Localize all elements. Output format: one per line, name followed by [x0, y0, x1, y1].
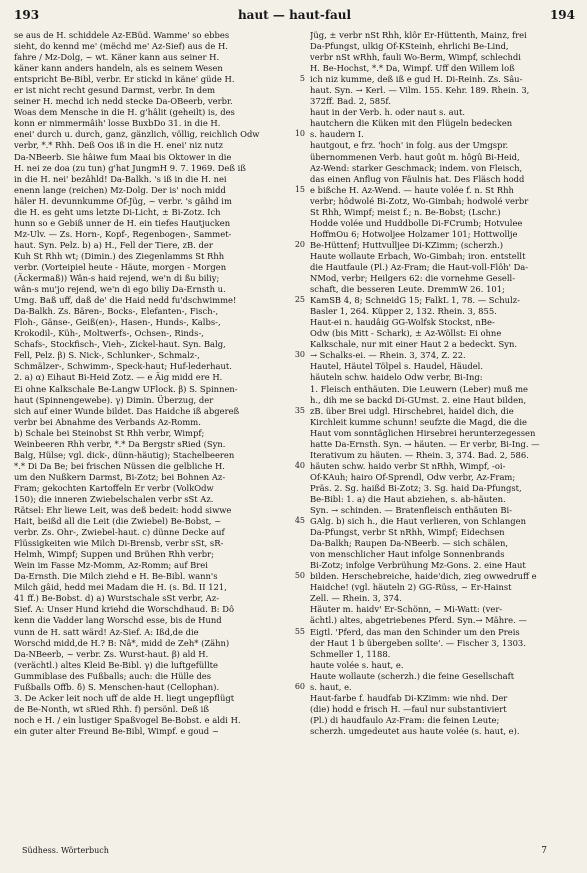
text-line: 372ff. Bad. 2, 585f. [310, 96, 391, 107]
running-head: haut — haut-faul [237, 8, 352, 22]
left-page-number: 193 [14, 8, 40, 22]
text-line: Milch gâid, hedd mei Madam die H. (s. Bd. II 121, [14, 582, 227, 593]
text-line: Haut-ei n. haudâig GG-Wolfsk Stockst, nBe- [310, 317, 495, 328]
text-line: hunn so e Gebiß unner de H. ein tiefes Hautjucken [14, 217, 231, 228]
text-line: Haut-farbe f. haudfab Di-KZimm: wie nhd. Der [310, 692, 508, 703]
text-line: H. nei ze doa (zu tun) g'hat JungmH 9. 7. 1969. Deß iß [14, 162, 246, 173]
text-line: Jüg, ± verbr nSt Rhh, klôr Er-Hüttenth, Mainz, frei [310, 30, 527, 40]
text-line: Fußballs Offb. δ) S. Menschen-haut (Cellophan). [14, 681, 220, 692]
text-line: Da-Pfungst, verbr St nRhh, Wimpf; Eidechsen [310, 527, 505, 538]
text-line: käner kann anders handeln, als es seinem Wesen [14, 63, 223, 74]
text-line: Rätsel: Ehr liewe Leit, was deß bedeit: hodd siwwe [14, 505, 232, 516]
text-line: er ist nicht recht gesund Darmst, verbr. In dem [14, 85, 216, 96]
text-line: Schafs-, Stockfisch-, Vieh-, Zickel-haut. Syn. Balg, [14, 339, 226, 350]
text-line: häuteln schw. haidelo Odw verbr, Bi-Ing: [310, 372, 483, 383]
text-line: scherzh. umgedeutet aus haute volée (s. haut, e). [310, 725, 520, 736]
line-number: 20 [294, 239, 305, 249]
line-number: 55 [294, 626, 305, 636]
text-line: Of-KAuh; hairo Of-Sprendl, Odw verbr, Az-Fram; [310, 471, 516, 482]
left-column [14, 30, 280, 840]
text-line: b) Schale bei Steinobst St Rhh verbr, Wimpf; [14, 427, 205, 438]
text-line: Haute wollaute (scherzh.) die feine Gesellschaft [310, 670, 515, 681]
text-line: *.* Di Da Be; bei frischen Nüssen die gelbliche H. [14, 460, 225, 471]
text-line: Da-NBeerb. Sie hâiwe fum Maai bis Oktower in die [14, 151, 232, 162]
text-line: ein guter alter Freund Be-Bibl, Wimpf. e goud ~ [14, 725, 219, 736]
text-line: hatte Da-Ernsth. Syn. → häuten. — Er verbr, Bi-Ing. — [310, 438, 540, 449]
text-line: Weinbeeren Rhh verbr, *.* Da Bergstr sRied (Syn. [14, 438, 226, 449]
text-line: Az-Wend: starker Geschmack; indem. von Fleisch, [310, 162, 523, 173]
text-line: se aus de H. schiddele Az-EBüd. Wamme' so ebbes [14, 30, 230, 40]
text-line: Präs. 2. Sg. haißd Bi-Zotz; 3. Sg. haid Da-Pfungst, [310, 482, 522, 493]
text-line: s. haudern I. [310, 129, 364, 140]
text-line: Häuter m. haidv' Er-Schönn, ~ Mi-Watt: (ver- [310, 604, 503, 615]
text-line: Kirchleit kumme schunn! seufzte die Magd, die die [310, 416, 527, 427]
text-line: Schmälzer-, Schwimm-, Speck-haut; Huf-lederhaut. [14, 361, 232, 372]
text-line: Da-NBeerb, ~ verbr. Zs. Wurst-haut. β) ald H. [14, 648, 209, 659]
text-line: sieht, do kennd me' (mëchd me' Az-Sief) aus de H. [14, 41, 228, 52]
text-line: Syn. → schinden. — Bratenfleisch enthäuten Bi- [310, 505, 513, 516]
text-line: fahre / Mz-Dolg, ~ wt. Käner kann aus seiner H. [14, 52, 220, 63]
line-number: 30 [294, 350, 305, 360]
text-line: verbr. (Vorteipiel heute - Häute, morgen - Morgen [14, 261, 227, 272]
text-line: 3. De Acker leit noch uff de alde H. liegt ungepflügt [14, 692, 235, 703]
text-line: schaft, die besseren Leute. DremmW 26. 101; [310, 284, 505, 295]
text-line: Da-Pfungst, ulkig Of-KSteinh, ehrlichi Be-Lind, [310, 41, 509, 52]
text-line: um den Nußkern Darmst, Bi-Zotz; bei Bohnen Az- [14, 471, 226, 482]
text-line: KamSB 4, 8; SchneidG 15; FalkL 1, 78. — Schulz- [310, 295, 520, 306]
text-line: haut. Syn. → Kerl. — Vilm. 155. Kehr. 189. Rhein. 3, [310, 85, 530, 96]
text-line: Haute wollaute Erbach, Wo-Gimbah; iron. entstellt [310, 250, 526, 261]
text-line: Worschd midd,de H.? B: Nâ*, midd de Zeh* (Zähn) [14, 637, 230, 648]
text-line: Krokodil-, Küh-, Moltwerfs-, Ochsen-, Rinds-, [14, 328, 204, 339]
text-line: haut (Spinnengewebe). γ) Dimin. Überzug, der [14, 394, 214, 405]
text-line: sich auf einer Wunde bildet. Das Haidche iß abgereß [14, 405, 240, 416]
text-line: h., dih me se backd Di-GUmst. 2. eine Haut bilden, [310, 394, 527, 405]
text-line: in die H. nei' bezâhld! Da-Balkh. 's iß in die H. nei [14, 173, 227, 184]
text-line: 150); die inneren Zwiebelschalen verbr sSt Az. [14, 493, 214, 504]
text-line: übernommenen Verb. haut goût m. hôgû Bi-Heid, [310, 151, 520, 162]
text-line: Haut vom sonntäglichen Hirsebrei herunterzegessen [310, 427, 536, 438]
text-line: St Rhh, Wimpf; meist f.; n. Be-Bobst; (Lschr.) [310, 206, 501, 217]
text-line: enenn lange (reichen) Mz-Dolg. Der is' noch midd [14, 184, 226, 195]
text-line: seiner H. mechd ich nedd stecke Da-OBeerb, verbr. [14, 96, 233, 107]
text-line: wân-s mu'jo rejend, we'n di ego biliy Da-Ernsth u. [14, 284, 226, 295]
text-line: bilden. Herschebreiche, haide'dich, zieg owwedruff e [310, 571, 537, 582]
text-line: Da-Balkh; Raupen Da-NBeerb. — sich schälen, [310, 538, 509, 549]
line-number: 35 [294, 405, 305, 415]
page-header [14, 8, 575, 26]
text-line: Woas dem Mensche in die H. g'hâlit (geheilt) is, des [14, 107, 235, 118]
text-line: haut. Syn. Pelz. b) a) H., Fell der Tiere, zB. der [14, 239, 213, 250]
text-line: verbr nSt wRhh, fauli Wo-Berm, Wimpf, schlechdi [310, 52, 521, 63]
text-line: Wein im Fasse Mz-Momm, Az-Romm; auf Brei [14, 560, 208, 571]
text-line: verbr; hôdwolé Bi-Zotz, Wo-Gimbah; hodwolé verbr [310, 195, 529, 206]
text-line: GAlg. b) sich h., die Haut verlieren, von Schlangen [310, 516, 526, 527]
line-number-gutter [287, 30, 307, 840]
text-line: Mz-Ulv. — Zs. Horn-, Kopf-, Regenbogen-, Sammet- [14, 228, 232, 239]
text-line: noch e H. / ein lustiger Spaßvogel Be-Bobst. e aldi H. [14, 714, 241, 725]
page-footer [14, 846, 575, 862]
text-line: s. haut, e. [310, 681, 352, 692]
text-line: haut in der Verb. h. oder naut s. aut. [310, 107, 466, 118]
text-line: Sief. A: Unser Hund kriehd die Worschdhaud. B: Dô [14, 604, 234, 615]
text-line: Flüssigkeiten wie Milch Di-Brensb, verbr sSt, sR- [14, 538, 224, 549]
text-line: Umg. Baß uff, daß de' die Haid nedd fu'dschwimme! [14, 295, 237, 306]
line-number: 25 [294, 295, 305, 305]
text-line: Be-Bibl: 1. a) die Haut abziehen, s. ab-häuten. [310, 493, 506, 504]
text-line: verbr bei Abnahme des Verbands Az-Romm. [14, 416, 201, 427]
text-line: Hautel, Häutel Tölpel s. Haudel, Häudel. [310, 361, 483, 372]
line-number: 5 [299, 74, 305, 84]
text-line: Kuh St Rhh wt; (Dimin.) des Ziegenlamms St Rhh [14, 250, 225, 261]
text-line: Schmeller 1, 1188. [310, 648, 391, 659]
text-line: die H. es geht ums letzte Di-Licht, ± Bi-Zotz. Ich [14, 206, 221, 217]
text-line: (Pl.) di haudfaulo Az-Fram: die feinen Leute; [310, 714, 500, 725]
text-line: Bi-Zotz; infolge Verbrühung Mz-Gons. 2. eine Haut [310, 560, 526, 571]
text-line: ächtl.) altes, abgetriebenes Pferd. Syn.→ Mähre. — [310, 615, 527, 626]
text-line: Basler 1, 264. Küpper 2, 132. Rhein. 3, 855. [310, 306, 497, 317]
text-line: ich niz kumme, deß iß e gud H. Di-Reinh. Zs. Sâu- [310, 74, 523, 85]
text-line: 1. Fleisch enthäuten. Die Leuwern (Leber) muß me [310, 383, 528, 394]
text-line: konn er nimmermâih' losse BuxbDo 31. in die H. [14, 118, 221, 129]
text-line: von menschlicher Haut infolge Sonnenbrands [310, 549, 505, 560]
text-line: enei' durch u. durch, ganz, gänzlich, völlig, reichlich Odw [14, 129, 260, 140]
line-number: 40 [294, 460, 305, 470]
footer-signature: 7 [541, 846, 547, 856]
text-line: vunn de H. satt wärd! Az-Sief. A: Ißd,de die [14, 626, 199, 637]
text-line: H. Be-Hochst, *.* Da, Wimpf. Uff den Willem loß [310, 63, 515, 74]
text-line: Zell. — Rhein. 3, 374. [310, 593, 402, 604]
text-line: Floh-, Gänse-, Geiß(en)-, Hasen-, Hunds-, Kalbs-, [14, 317, 221, 328]
text-line: entspricht Be-Bibl, verbr. Er stickd in käne' güde H. [14, 74, 235, 85]
text-line: Kalkschale, nur mit einer Haut 2 a bedeckt. Syn. [310, 339, 518, 350]
text-line: die Hautfaule (Pl.) Az-Fram; die Haut-voll-Flôh' Da- [310, 261, 529, 272]
text-line: der Haut 1 b übergeben sollte'. — Fischer 3, 1303. [310, 637, 526, 648]
text-line: Hait, beißd all die Leit (die Zwiebel) Be-Bobst, ~ [14, 516, 222, 527]
text-line: verbr, *.* Rhh. Deß Oos iß in die H. enei' niz nutz [14, 140, 223, 151]
text-line: e bißche H. Az-Wend. — haute volée f. n. St Rhh [310, 184, 514, 195]
text-line: Fram; gekochten Kartoffeln Er verbr (VolkOdw [14, 482, 214, 493]
line-number: 60 [294, 681, 305, 691]
text-line: verbr. Zs. Ohr-, Zwiebel-haut. c) dünne Decke auf [14, 527, 225, 538]
text-line: → Schalks-ei. — Rhein. 3, 374, Z. 22. [310, 350, 466, 361]
text-line: Da-Balkh. Zs. Bären-, Bocks-, Elefanten-, Fisch-, [14, 306, 219, 317]
text-line: de Be-Nonth, wt sRied Rhh. f) persönl. Deß iß [14, 703, 209, 714]
text-line: (Äckermaß)) Wân-s haid rejend, we'n di ßu biliy; [14, 273, 220, 284]
text-line: häuten schw. haido verbr St nRhh, Wimpf, -oi- [310, 460, 506, 471]
text-line: Eigtl. 'Pferd, das man den Schinder um den Preis [310, 626, 520, 637]
text-line: Gummiblase des Fußballs; auch: die Hülle des [14, 670, 212, 681]
text-line: haute volée s. haut, e. [310, 659, 404, 670]
text-line: Fell, Pelz. β) S. Nick-, Schlunker-, Schmalz-, [14, 350, 200, 361]
text-line: hautgout, e frz. 'hoch' in folg. aus der Umgspr. [310, 140, 509, 151]
right-column [310, 30, 576, 840]
text-line: Da-Ernsth. Die Milch ziehd e H. Be-Bibl. wann's [14, 571, 218, 582]
text-line: 41 ff.) Be-Bobst. d) a) Wurstschale sSt verbr, Az- [14, 593, 220, 604]
text-line: häler H. devunnkumme Of-Jüg, ~ verbr. 's gâihd im [14, 195, 232, 206]
text-line: zB. über Brei udgl. Hirschebrei, haidel dich, die [310, 405, 514, 416]
right-page-number: 194 [549, 8, 575, 22]
text-line: Be-Hüttenf; Huttvulljee Di-KZimm; (scherzh.) [310, 239, 504, 250]
text-line: NMod, verbr; Heilgers 62: die vornehme Gesell- [310, 273, 516, 284]
text-line: (die) hodd e frisch H. —faul nur substantiviert [310, 703, 507, 714]
text-line: HoffmOu 6; Hotwoljee Holzamer 101; Hottwollje [310, 228, 518, 239]
text-line: kenn die Vadder lang Worschd esse, bis de Hund [14, 615, 222, 626]
text-line: Ei ohne Kalkschale Be-Langw UFlock. β) S. Spinnen- [14, 383, 238, 394]
text-line: Odw (bis Mitt - Schark), ± Az-Wöllst: Ei ohne [310, 328, 502, 339]
text-line: Hodde volée und Huddbolle Di-FCrumb; Hotvulee [310, 217, 523, 228]
line-number: 45 [294, 516, 305, 526]
footer-source: Südhess. Wörterbuch [22, 846, 109, 855]
text-line: (verächtl.) altes Kleid Be-Bibl. γ) die luftgefüllte [14, 659, 218, 670]
text-line: 2. a) α) Eihaut Bi-Heid Zotz. — e Äig midd ere H. [14, 372, 223, 383]
text-line: das einen Anflug von Fäulnis hat. Des Fläsch hodd [310, 173, 525, 184]
text-line: Haidche! (vgl. häuteln 2) GG-Rüss, ~ Er-Hainst [310, 582, 512, 593]
line-number: 10 [294, 129, 305, 139]
text-line: Iterativum zu häuten. — Rhein. 3, 374. Bad. 2, 586. [310, 449, 529, 460]
text-line: Helmh, Wimpf; Suppen und Brühen Rhh verbr; [14, 549, 214, 560]
line-number: 15 [294, 184, 305, 194]
text-line: hautchern die Küken mit den Flügeln bedecken [310, 118, 513, 129]
line-number: 50 [294, 571, 305, 581]
text-line: Balg, Hülse; vgl. dick-, dünn-häutig); Stachelbeeren [14, 449, 235, 460]
